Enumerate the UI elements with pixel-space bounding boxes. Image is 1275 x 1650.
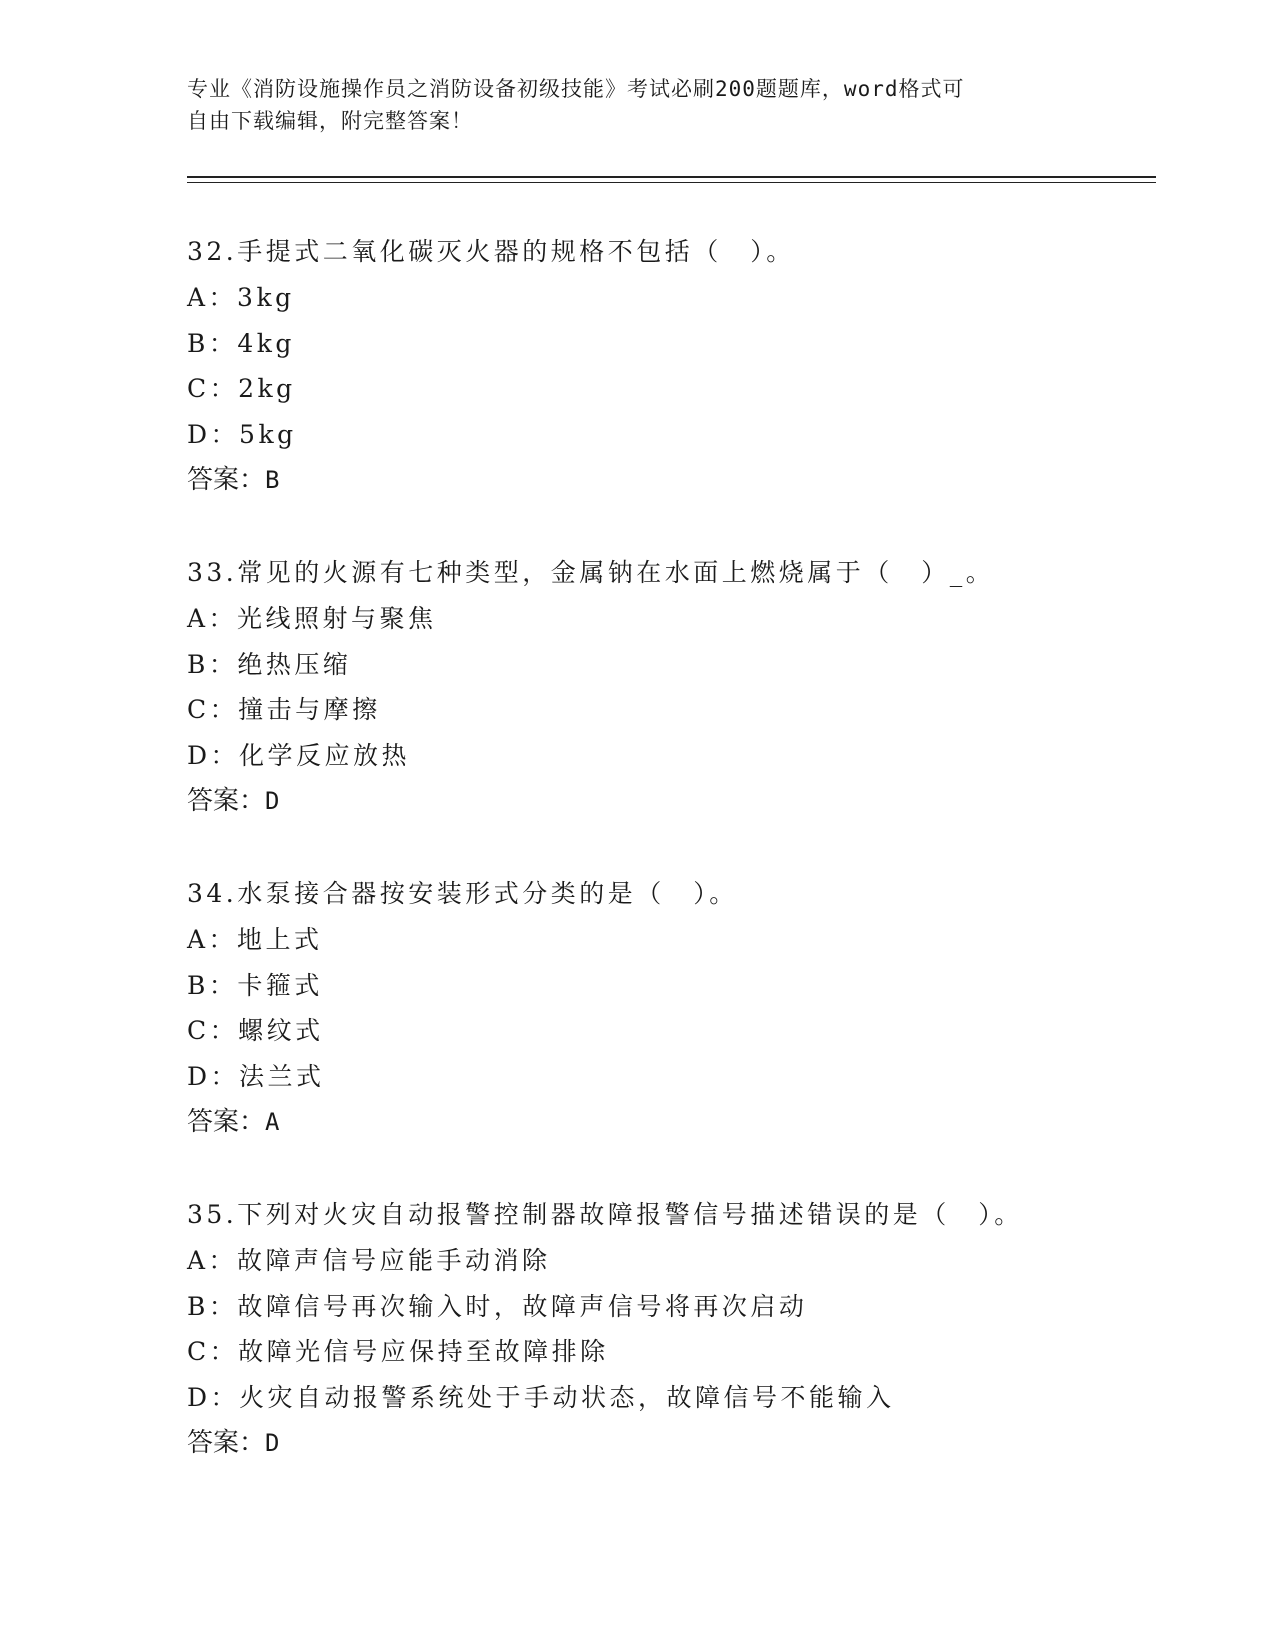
answer-line — [187, 457, 1147, 503]
question-stem: 32.手提式二氧化碳灭火器的规格不包括（ ）。 — [187, 237, 795, 266]
answer-line — [187, 778, 1147, 824]
question-35 — [187, 1192, 1147, 1466]
option-d: D：法兰式 — [187, 1061, 325, 1091]
answer-value: B — [265, 466, 280, 494]
option-a: A：3kg — [187, 283, 295, 312]
answer-label: 答案： — [187, 465, 266, 495]
question-stem: 33.常见的火源有七种类型，金属钠在水面上燃烧属于（ ）_。 — [187, 558, 995, 587]
header-divider-thin — [187, 182, 1156, 183]
header-line-1: 专业《消防设施操作员之消防设备初级技能》考试必刷200题题库，word格式可 — [187, 77, 965, 101]
answer-label: 答案： — [187, 1428, 266, 1458]
question-stem: 34.水泵接合器按安装形式分类的是（ ）。 — [187, 879, 738, 908]
option-c: C：螺纹式 — [187, 1016, 324, 1045]
header-line-2: 自由下载编辑，附完整答案！ — [187, 109, 473, 133]
option-c: C：2kg — [187, 374, 296, 403]
question-33 — [187, 550, 1147, 824]
option-b: B：卡箍式 — [187, 970, 323, 1000]
answer-value: D — [265, 787, 280, 815]
option-a: A：故障声信号应能手动消除 — [187, 1246, 551, 1275]
answer-value: D — [265, 1429, 280, 1457]
question-32 — [187, 229, 1147, 503]
answer-line — [187, 1099, 1147, 1145]
option-d: D：化学反应放热 — [187, 740, 411, 770]
option-b: B：绝热压缩 — [187, 649, 352, 679]
answer-line — [187, 1420, 1147, 1466]
option-c: C：故障光信号应保持至故障排除 — [187, 1337, 609, 1366]
option-d: D：火灾自动报警系统处于手动状态，故障信号不能输入 — [187, 1382, 895, 1412]
option-a: A：光线照射与聚焦 — [187, 604, 437, 633]
question-34 — [187, 871, 1147, 1145]
document-header — [187, 73, 1067, 137]
option-b: B：故障信号再次输入时，故障声信号将再次启动 — [187, 1291, 808, 1321]
option-b: B：4kg — [187, 328, 295, 358]
header-divider-thick — [187, 176, 1156, 178]
answer-value: A — [265, 1108, 280, 1136]
answer-label: 答案： — [187, 1107, 266, 1137]
answer-label: 答案： — [187, 786, 266, 816]
option-a: A：地上式 — [187, 925, 323, 954]
option-c: C：撞击与摩擦 — [187, 695, 381, 724]
question-stem: 35.下列对火灾自动报警控制器故障报警信号描述错误的是（ ）。 — [187, 1200, 1023, 1229]
option-d: D：5kg — [187, 419, 297, 449]
